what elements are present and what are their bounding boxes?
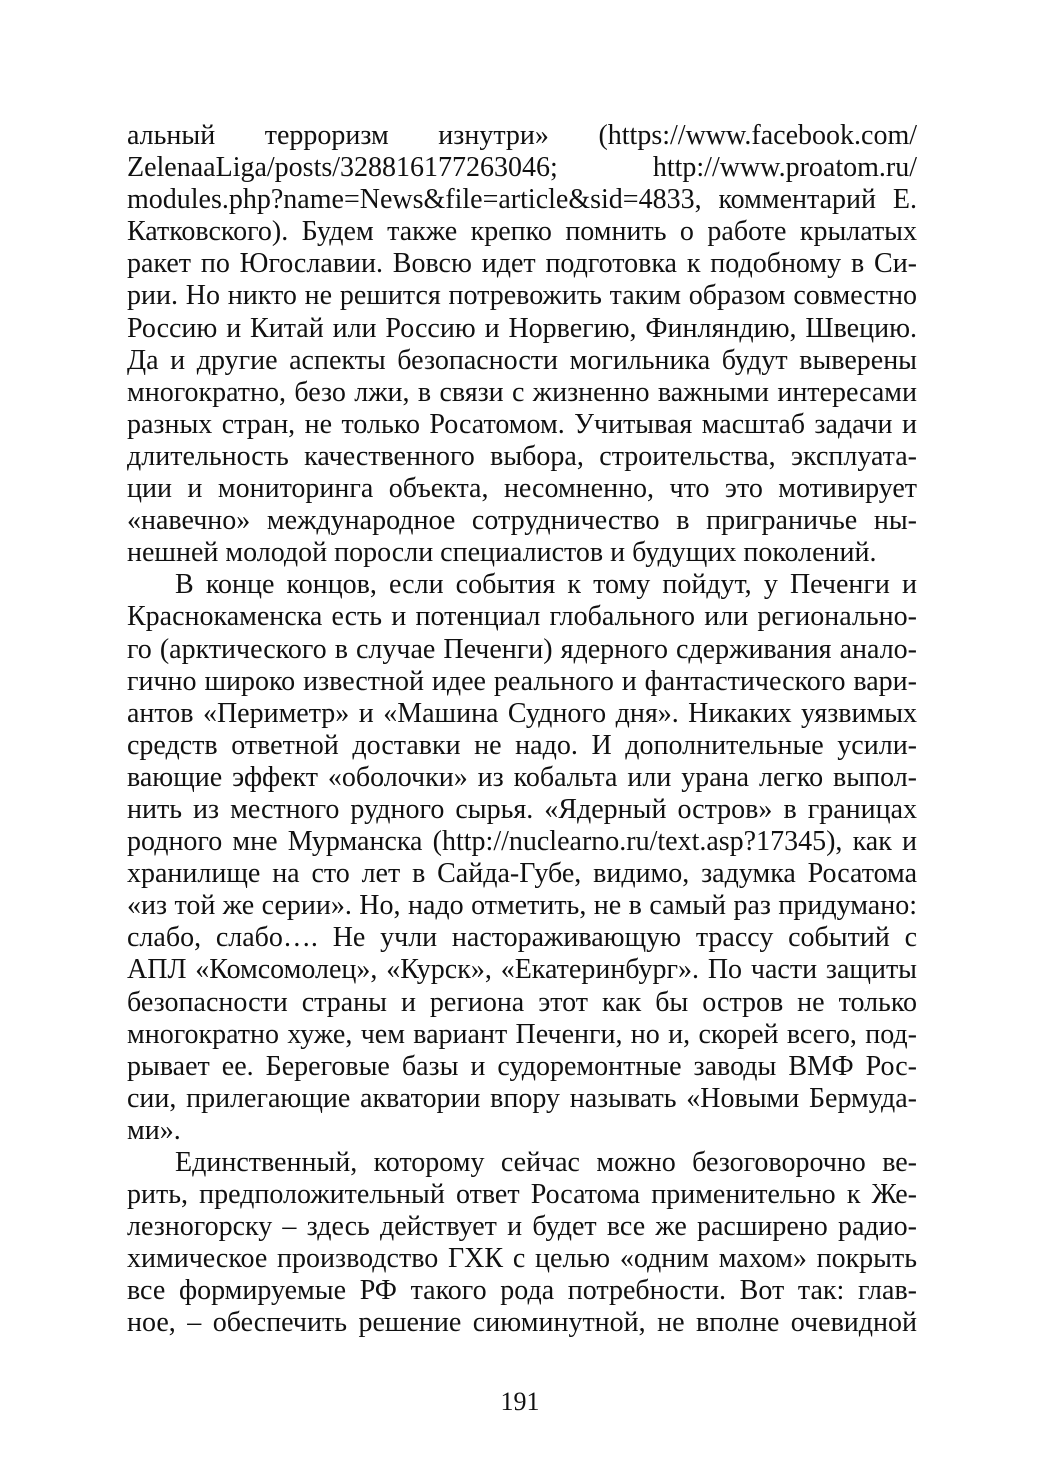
text-line: «из той же серии». Но, надо отметить, не в самый раз придумано: (127, 890, 917, 922)
text-line: В конце концов, если события к тому пойдут, у Печенги и (175, 569, 917, 601)
text-line: «навечно» международное сотрудничество в приграничье ны- (127, 505, 917, 537)
text-line: хранилище на сто лет в Сайда-Губе, видимо, задумка Росатома (127, 858, 917, 890)
text-line: Да и другие аспекты безопасности могильника будут выверены (127, 344, 917, 376)
text-line: средств ответной доставки не надо. И дополнительные усили- (127, 729, 917, 761)
text-line: родного мне Мурманска (http://nuclearno.ru/text.asp?17345), как и (127, 826, 917, 858)
text-line: modules.php?name=News&file=article&sid=4833, комментарий Е. (127, 184, 917, 216)
text-line: слабо, слабо…. Не учли настораживающую трассу событий с (127, 922, 917, 954)
text-line: вающие эффект «оболочки» из кобальта или урана легко выпол- (127, 761, 917, 793)
text-line: АПЛ «Комсомолец», «Курск», «Екатеринбург». По части защиты (127, 954, 917, 986)
text-line: альный терроризм изнутри» (https://www.facebook.com/ (127, 120, 917, 151)
text-line: ции и мониторинга объекта, несомненно, что это мотивирует (127, 473, 917, 505)
text-line: длительность качественного выбора, строительства, эксплуата- (127, 440, 917, 472)
paragraph-1 (127, 120, 917, 569)
page-body (127, 120, 917, 1340)
text-line: лезногорску – здесь действует и будет все же расширено радио- (127, 1211, 917, 1243)
text-line: Россию и Китай или Россию и Норвегию, Финляндию, Швецию. (127, 312, 917, 344)
text-line: многократно, безо лжи, в связи с жизненно важными интересами (127, 376, 917, 408)
paragraph-2 (127, 569, 917, 1147)
text-line: многократно хуже, чем вариант Печенги, но и, скорей всего, под- (127, 1018, 917, 1050)
text-line: нить из местного рудного сырья. «Ядерный остров» в границах (127, 793, 917, 825)
text-line: нешней молодой поросли специалистов и будущих поколений. (127, 537, 877, 569)
paragraph-3 (127, 1147, 917, 1340)
text-line: гично широко известной идее реального и фантастического вари- (127, 665, 917, 697)
text-line: химическое производство ГХК с целью «одним махом» покрыть (127, 1243, 917, 1275)
text-line: Краснокаменска есть и потенциал глобального или регионально- (127, 601, 917, 633)
text-line: разных стран, не только Росатомом. Учитывая масштаб задачи и (127, 408, 917, 440)
text-line: антов «Периметр» и «Машина Судного дня». Никаких уязвимых (127, 697, 917, 729)
text-line: ZelenaaLiga/posts/328816177263046; http://www.proatom.ru/ (127, 152, 917, 184)
text-line: го (арктического в случае Печенги) ядерного сдерживания анало- (127, 633, 917, 665)
text-line: рывает ее. Береговые базы и судоремонтные заводы ВМФ Рос- (127, 1050, 917, 1082)
text-line: сии, прилегающие акватории впору называть «Новыми Бермуда- (127, 1082, 917, 1114)
text-line: безопасности страны и региона этот как бы остров не только (127, 986, 917, 1018)
text-line: ракет по Югославии. Вовсю идет подготовка к подобному в Си- (127, 248, 917, 280)
text-line: ми». (127, 1114, 181, 1146)
page-number: 191 (500, 1387, 540, 1416)
text-line: все формируемые РФ такого рода потребности. Вот так: глав- (127, 1275, 917, 1307)
text-line: рии. Но никто не решится потревожить таким образом совместно (127, 280, 917, 312)
text-line: Катковского). Будем также крепко помнить о работе крылатых (127, 216, 917, 248)
text-line: Единственный, которому сейчас можно безоговорочно ве- (175, 1147, 917, 1178)
text-line: ное, – обеспечить решение сиюминутной, не вполне очевидной (127, 1307, 917, 1339)
text-line: рить, предположительный ответ Росатома применительно к Же- (127, 1179, 917, 1211)
